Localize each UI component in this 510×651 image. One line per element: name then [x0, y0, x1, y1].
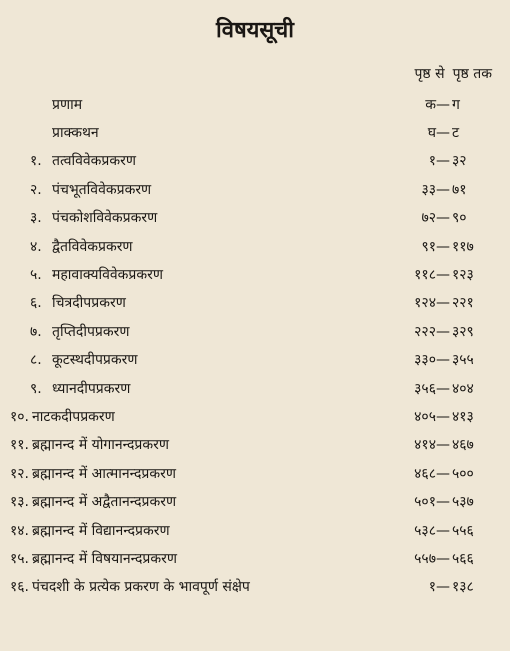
contents-list	[0, 90, 510, 601]
entry-number: १४.	[10, 522, 30, 539]
entry-number: १.	[30, 153, 42, 170]
contents-entry	[0, 459, 510, 487]
entry-label	[10, 521, 170, 540]
entry-to-page: ३२९	[452, 323, 474, 340]
entry-label	[30, 151, 136, 170]
entry-label	[30, 379, 130, 398]
entry-to-page: ९०	[452, 210, 467, 227]
entry-to-page: ४१३	[452, 408, 474, 425]
entry-number: १६.	[10, 579, 30, 596]
contents-entry	[0, 573, 510, 601]
entry-from-page: १२४—	[414, 295, 450, 312]
entry-page-range	[414, 464, 492, 483]
entry-label	[30, 293, 126, 312]
entry-title: ब्रह्मानन्द में अद्वैतानन्दप्रकरण	[32, 494, 177, 511]
entry-from-page: ३३—	[421, 181, 450, 198]
entry-page-range	[414, 265, 492, 284]
contents-entry	[0, 175, 510, 203]
entry-from-page: ९१—	[421, 238, 450, 255]
entry-from-page: ५५७—	[414, 550, 450, 567]
entry-title: ब्रह्मानन्द में आत्मानन्दप्रकरण	[32, 465, 176, 482]
contents-entry	[0, 431, 510, 459]
contents-entry	[0, 544, 510, 572]
entry-label	[30, 265, 163, 284]
entry-title: ब्रह्मानन्द में योगानन्दप्रकरण	[32, 437, 169, 454]
entry-from-page: ३५६—	[414, 380, 450, 397]
entry-page-range	[421, 237, 492, 256]
entry-title: ब्रह्मानन्द में विद्यानन्दप्रकरण	[32, 522, 170, 539]
entry-to-page: १३८	[452, 579, 474, 596]
entry-from-page: ५३८—	[414, 522, 450, 539]
entry-label	[30, 237, 133, 256]
entry-title: नाटकदीपप्रकरण	[32, 408, 115, 425]
entry-label	[10, 407, 115, 426]
entry-to-page: २२१	[452, 295, 474, 312]
entry-page-range	[414, 549, 492, 568]
contents-entry	[0, 402, 510, 430]
entry-label	[10, 464, 176, 483]
entry-title: महावाक्यविवेकप्रकरण	[52, 267, 163, 284]
entry-title: प्रणाम	[52, 96, 83, 113]
entry-label	[10, 577, 250, 596]
entry-from-page: ४०५—	[414, 408, 450, 425]
entry-label	[30, 322, 129, 341]
entry-from-page: २२२—	[414, 323, 450, 340]
entry-page-range	[421, 180, 492, 199]
contents-entry	[0, 204, 510, 232]
entry-title: पंचदशी के प्रत्येक प्रकरण के भावपूर्ण संक्षेप	[32, 579, 250, 596]
entry-page-range	[428, 123, 492, 142]
entry-to-page: ५६६	[452, 550, 474, 567]
entry-from-page: ११८—	[414, 267, 450, 284]
entry-from-page: क—	[425, 96, 450, 113]
entry-from-page: १—	[428, 579, 450, 596]
entry-title: कूटस्थदीपप्रकरण	[52, 352, 138, 369]
entry-to-page: ५५६	[452, 522, 474, 539]
contents-entry	[0, 260, 510, 288]
entry-from-page: घ—	[427, 125, 450, 142]
entry-from-page: १—	[428, 153, 450, 170]
entry-number: १३.	[10, 494, 30, 511]
page-range-header	[414, 64, 492, 83]
entry-page-range	[414, 492, 492, 511]
entry-page-range	[414, 293, 492, 312]
entry-label	[30, 180, 151, 199]
entry-label	[52, 123, 99, 142]
entry-to-page: ३५५	[452, 352, 474, 369]
entry-from-page: ३३०—	[414, 352, 450, 369]
entry-to-page: ४६७	[452, 437, 474, 454]
entry-page-range	[429, 151, 492, 170]
from-page-header: पृष्ठ से	[414, 66, 445, 82]
entry-title: द्वैतविवेकप्रकरण	[52, 238, 133, 255]
entry-label	[30, 208, 157, 227]
entry-number: ११.	[10, 437, 30, 454]
entry-to-page: ७१	[452, 181, 467, 198]
contents-entry	[0, 516, 510, 544]
contents-entry	[0, 90, 510, 118]
entry-title: चित्रदीपप्रकरण	[52, 295, 126, 312]
entry-label	[10, 435, 169, 454]
entry-page-range	[414, 521, 492, 540]
entry-number: ९.	[30, 380, 42, 397]
entry-page-range	[414, 407, 492, 426]
entry-to-page: ट	[452, 125, 460, 142]
contents-entry	[0, 232, 510, 260]
entry-label	[10, 492, 176, 511]
entry-to-page: ५३७	[452, 494, 474, 511]
entry-page-range	[414, 322, 492, 341]
entry-page-range	[414, 350, 492, 369]
entry-number: ४.	[30, 238, 42, 255]
entry-to-page: १२३	[452, 267, 474, 284]
entry-number: ५.	[30, 267, 42, 284]
entry-number: १५.	[10, 550, 30, 567]
contents-entry	[0, 147, 510, 175]
contents-entry	[0, 317, 510, 345]
entry-title: प्राक्कथन	[52, 125, 99, 142]
entry-to-page: ११७	[452, 238, 474, 255]
contents-entry	[0, 346, 510, 374]
entry-page-range	[414, 379, 492, 398]
entry-number: ८.	[30, 352, 42, 369]
entry-title: तत्वविवेकप्रकरण	[52, 153, 136, 170]
entry-page-range	[421, 208, 492, 227]
entry-from-page: ४६८—	[414, 465, 450, 482]
entry-number: ६.	[30, 295, 42, 312]
entry-page-range	[429, 577, 492, 596]
contents-entry	[0, 374, 510, 402]
entry-from-page: ७२—	[421, 210, 450, 227]
entry-to-page: ३२	[452, 153, 467, 170]
entry-to-page: ५००	[452, 465, 474, 482]
entry-title: ध्यानदीपप्रकरण	[52, 380, 131, 397]
entry-number: ३.	[30, 210, 42, 227]
contents-entry	[0, 487, 510, 515]
entry-label	[30, 350, 138, 369]
entry-title: पंचभूतविवेकप्रकरण	[52, 181, 152, 198]
entry-title: ब्रह्मानन्द में विषयानन्दप्रकरण	[32, 550, 177, 567]
entry-label	[10, 549, 177, 568]
contents-entry	[0, 289, 510, 317]
entry-title: पंचकोशविवेकप्रकरण	[52, 210, 158, 227]
entry-page-range	[425, 95, 492, 114]
to-page-header: पृष्ठ तक	[452, 66, 492, 82]
entry-from-page: ४१४—	[414, 437, 450, 454]
entry-number: ७.	[30, 323, 42, 340]
entry-label	[52, 95, 82, 114]
entry-title: तृप्तिदीपप्रकरण	[52, 323, 130, 340]
contents-entry	[0, 118, 510, 146]
page-title: विषयसूची	[216, 18, 294, 43]
entry-page-range	[414, 435, 492, 454]
entry-to-page: ग	[452, 96, 460, 113]
entry-number: २.	[30, 181, 42, 198]
entry-to-page: ४०४	[452, 380, 474, 397]
entry-number: १२.	[10, 465, 30, 482]
entry-number: १०.	[10, 408, 30, 425]
entry-from-page: ५०१—	[414, 494, 450, 511]
